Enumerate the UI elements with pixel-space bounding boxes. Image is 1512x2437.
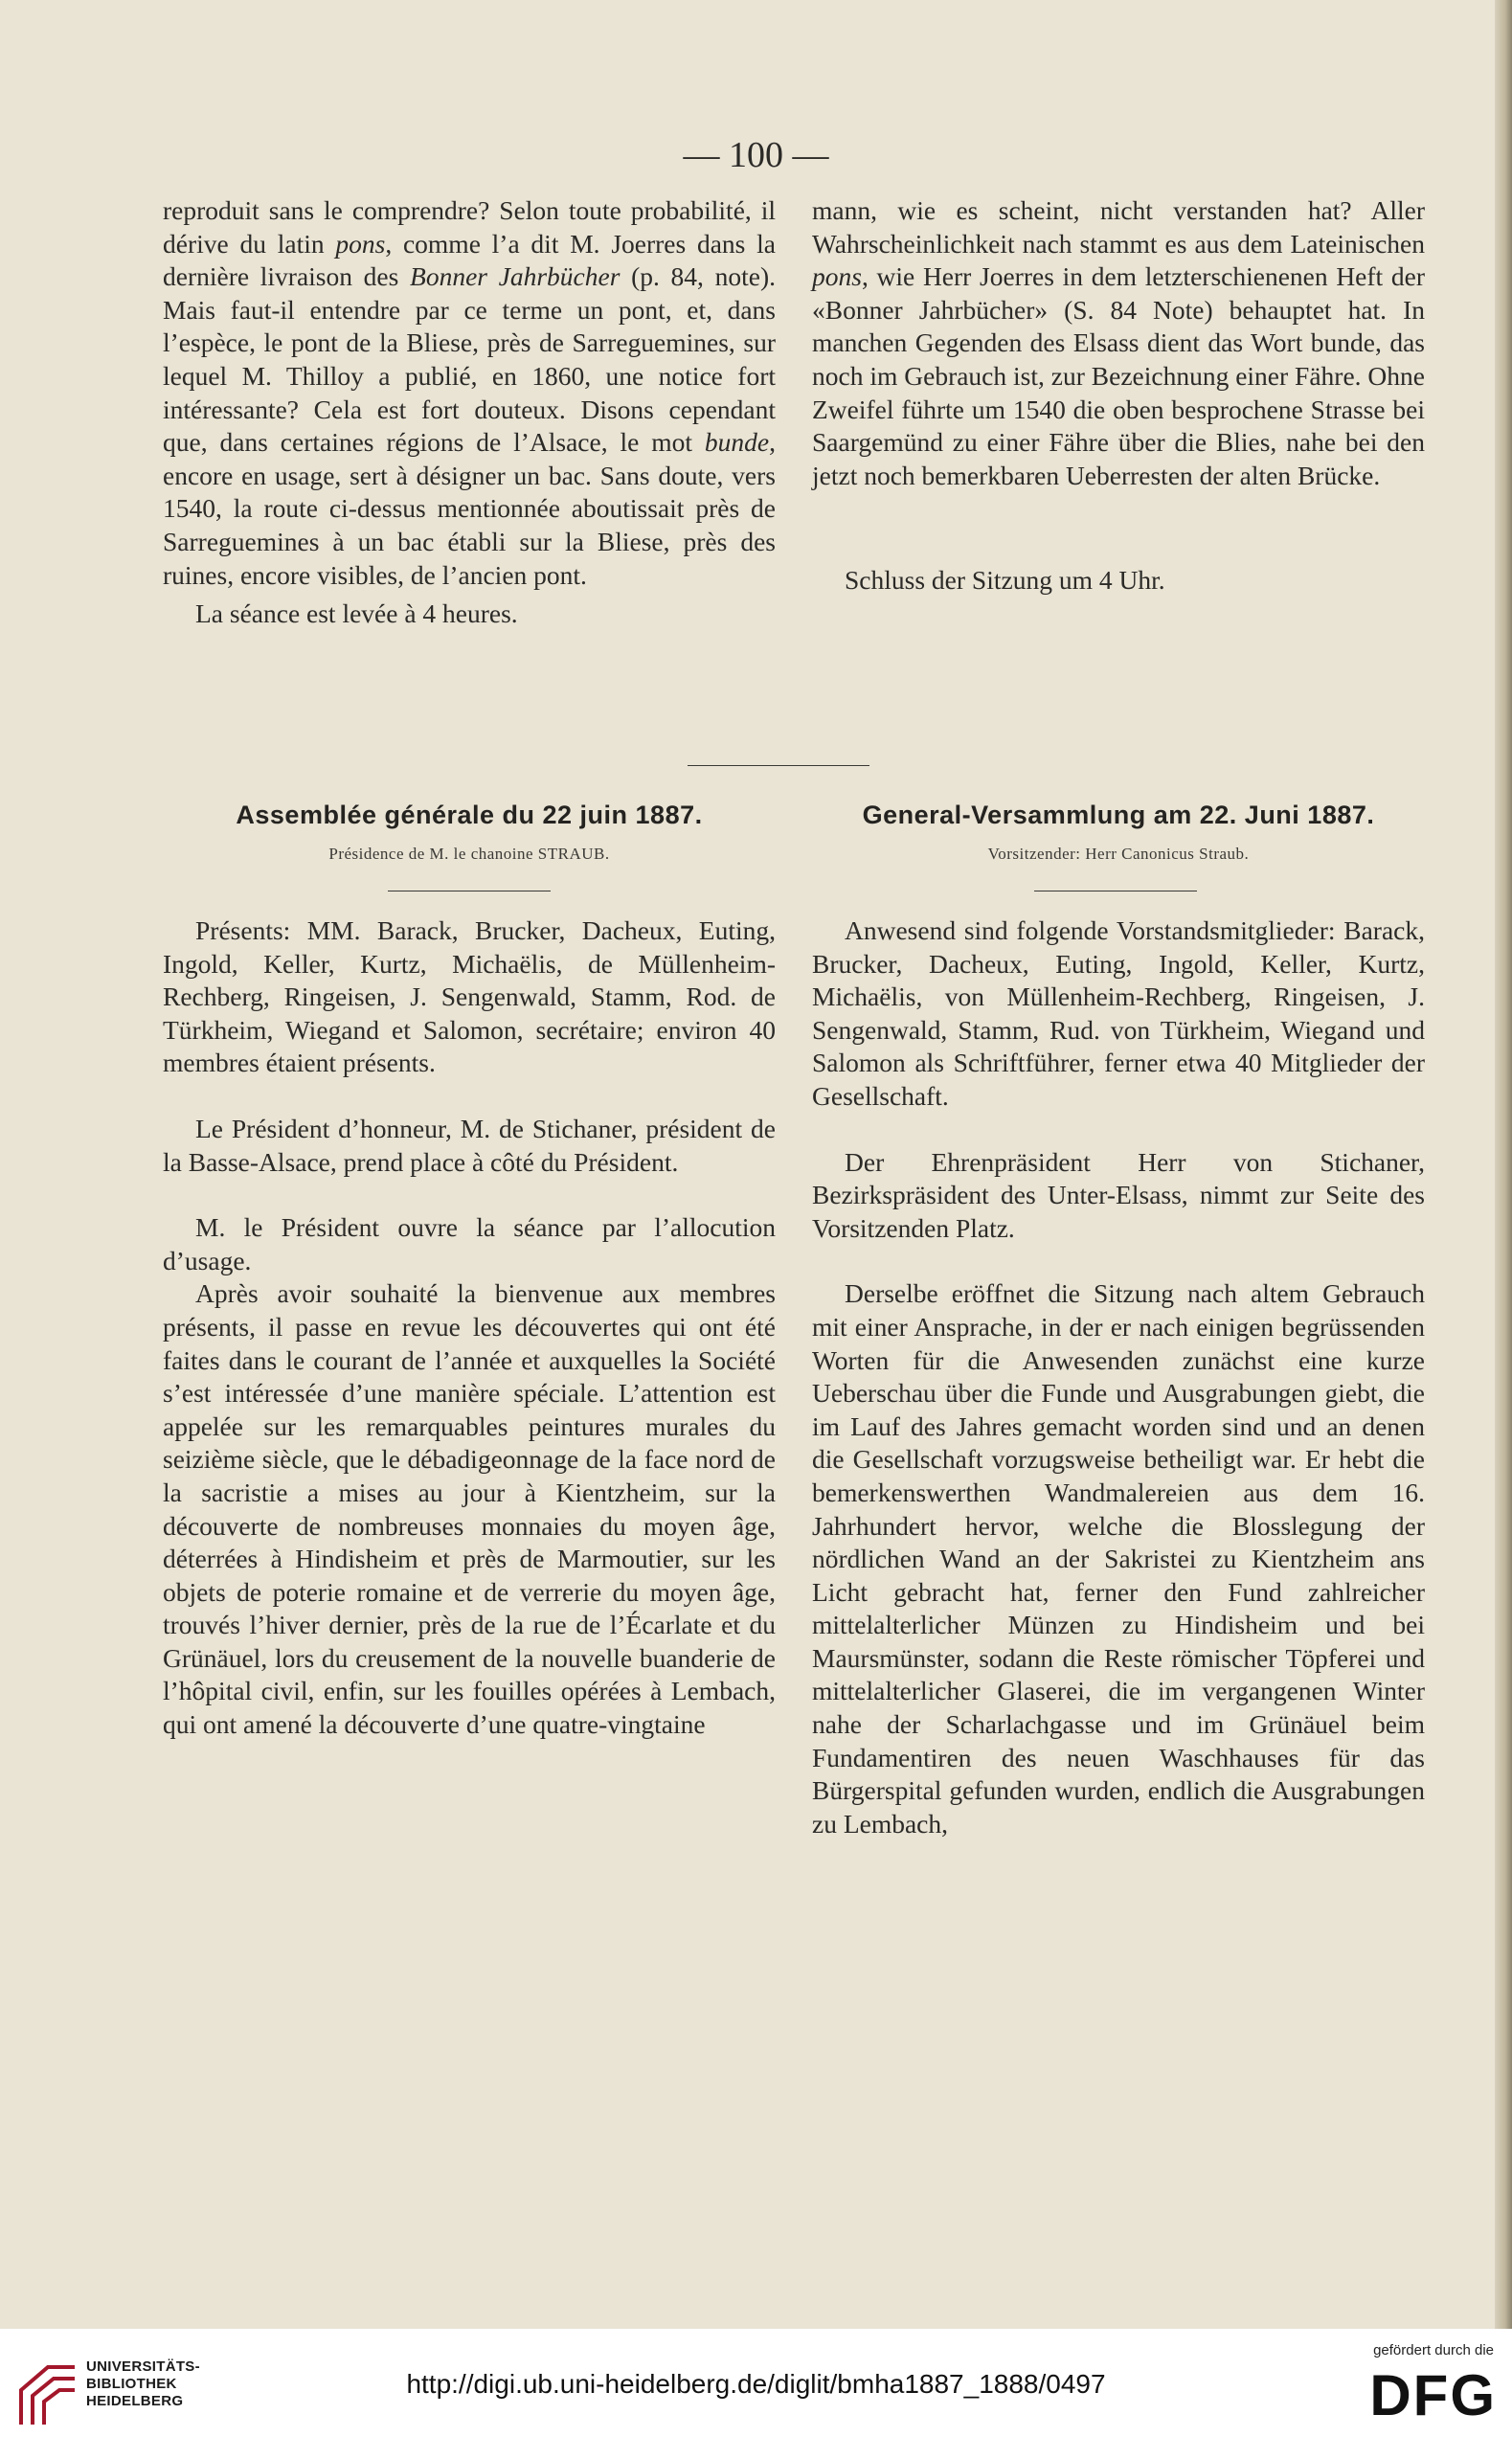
page-number: — 100 — bbox=[683, 135, 829, 175]
top-paragraph-german: mann, wie es scheint, nicht verstanden hat? Aller Wahrscheinlichkeit nach stammt es aus dem Lateinischen pons, wie Herr Joerres in dem letzterschienenen Heft der «Bonner Jahrbücher» (S. 84 Note) behauptet hat. In manchen Gegenden des Elsass dient das Wort bunde, das noch im Gebrauch ist, zur Bezeichnung einer Fähre. Ohne Zweifel führte um 1540 die oben besprochene Strasse bei Saargemünd zu einer Fähre über die Blies, nahe bei den jetzt noch bemerkbaren Ueberresten der alten Brücke. bbox=[812, 195, 1425, 490]
top-text-german bbox=[812, 194, 1425, 598]
paragraph-german: Der Ehrenpräsident Herr von Stichaner, Bezirkspräsident des Unter-Elsass, nimmt zur Seite des Vorsitzenden Platz. bbox=[812, 1146, 1425, 1243]
top-paragraph-french: reproduit sans le comprendre? Selon toute probabilité, il dérive du latin pons, comme l’a dit M. Joerres dans la dernière livraison des Bonner Jahrbücher (p. 84, note). Mais faut-il entendre par ce terme un pont, et, dans l’espèce, le pont de la Bliese, près de Sarreguemines, sur lequel M. Thilloy a publié, en 1860, une notice fort intéressante? Cela est fort douteux. Disons cependant que, dans certaines régions de l’Alsace, le mot bunde, encore en usage, sert à désigner un bac. Sans doute, vers 1540, la route ci-dessus mentionnée aboutissait près de Sarreguemines à un bac établi sur la Bliese, près des ruines, encore visibles, de l’ancien pont. bbox=[163, 195, 776, 590]
paragraph-german: Anwesend sind folgende Vorstandsmitglieder: Barack, Brucker, Dacheux, Euting, Ingold, Keller, Kurtz, Michaëlis, von Müllenheim-Rechberg, Ringeisen, J. Sengenwald, Stamm, Rud. von Türkheim, Wiegand und Salomon als Schriftführer, ferner etwa 40 Mitglieder der Gesellschaft. bbox=[812, 915, 1425, 1111]
paragraph-french: M. le Président ouvre la séance par l’allocution d’usage. bbox=[163, 1212, 776, 1275]
dfg-logo: DFG bbox=[1369, 2363, 1497, 2427]
funding-caption: gefördert durch die bbox=[1373, 2342, 1494, 2358]
paragraph-french: Après avoir souhaité la bienvenue aux membres présents, il passe en revue les découvertes qui ont été faites dans le courant de l’année et auxquelles la Société s’est intéressée d’une manière spéciale. L’attention est appelée sur les remarquables peintures murales du seizième siècle, que le débadigeonnage de la face nord de la sacristie a mises au jour à Kientzheim, sur la découverte de nombreuses monnaies du moyen âge, déterrées à Hindisheim et près de Marmoutier, sur les objets de poterie romaine et de verrerie du moyen âge, trouvés l’hiver dernier, près de la rue de l’Écarlate et du Grünäuel, lors du creusement de la nouvelle buanderie de l’hôpital civil, enfin, sur les fouilles opérées à Lembach, qui ont amené la découverte d’une quatre-vingtaine bbox=[163, 1278, 776, 1740]
body-french bbox=[163, 914, 776, 1742]
paragraph-french: Le Président d’honneur, M. de Stichaner, président de la Basse-Alsace, prend place à côté du Président. bbox=[163, 1113, 776, 1177]
page-edge-shadow bbox=[1495, 0, 1512, 2329]
section-divider bbox=[688, 765, 869, 766]
paragraph-german: Derselbe eröffnet die Sitzung nach altem Gebrauch mit einer Ansprache, in der er nach einigen begrüssenden Worten für die Anwesenden zunächst eine kurze Ueberschau über die Funde und Ausgrabungen giebt, die im Lauf des Jahres gemacht worden sind und an denen die Gesellschaft vorzugsweise betheiligt war. Er hebt die bemerkenswerthen Wandmalereien aus dem 16. Jahrhundert hervor, welche die Blosslegung der nördlichen Wand an der Sakristei zu Kientzheim ans Licht gebracht hat, ferner den Fund zahlreicher mittelalterlicher Münzen zu Hindisheim und bei Maursmünster, sodann die Reste römischer Töpferei und mittelalterlicher Glaserei, die im vergangenen Winter nahe der Scharlachgasse und im Grünäuel beim Fundamentiren des neuen Waschhauses für das Bürgerspital gefunden wurden, endlich die Ausgrabungen zu Lembach, bbox=[812, 1278, 1425, 1839]
session-closing-german: Schluss der Sitzung um 4 Uhr. bbox=[845, 565, 1165, 596]
top-text-french bbox=[163, 194, 776, 631]
section-subtitle-french: Présidence de M. le chanoine STRAUB. bbox=[328, 845, 610, 863]
section-title-french: Assemblée générale du 22 juin 1887. bbox=[236, 801, 703, 829]
source-url-link[interactable]: http://digi.ub.uni-heidelberg.de/diglit/bmha1887_1888/0497 bbox=[406, 2369, 1106, 2399]
section-subtitle-german: Vorsitzender: Herr Canonicus Straub. bbox=[987, 845, 1250, 863]
body-german bbox=[812, 914, 1425, 1840]
session-closing-french: La séance est levée à 4 heures. bbox=[195, 598, 518, 629]
paragraph-french: Présents: MM. Barack, Brucker, Dacheux, Euting, Ingold, Keller, Kurtz, Michaëlis, de Müllenheim-Rechberg, Ringeisen, J. Sengenwald, Stamm, Rod. de Türkheim, Wiegand et Salomon, secrétaire; environ 40 membres étaient présents. bbox=[163, 915, 776, 1078]
section-title-german: General-Versammlung am 22. Juni 1887. bbox=[862, 801, 1375, 829]
library-name: UNIVERSITÄTS- BIBLIOTHEK HEIDELBERG bbox=[86, 2358, 200, 2409]
